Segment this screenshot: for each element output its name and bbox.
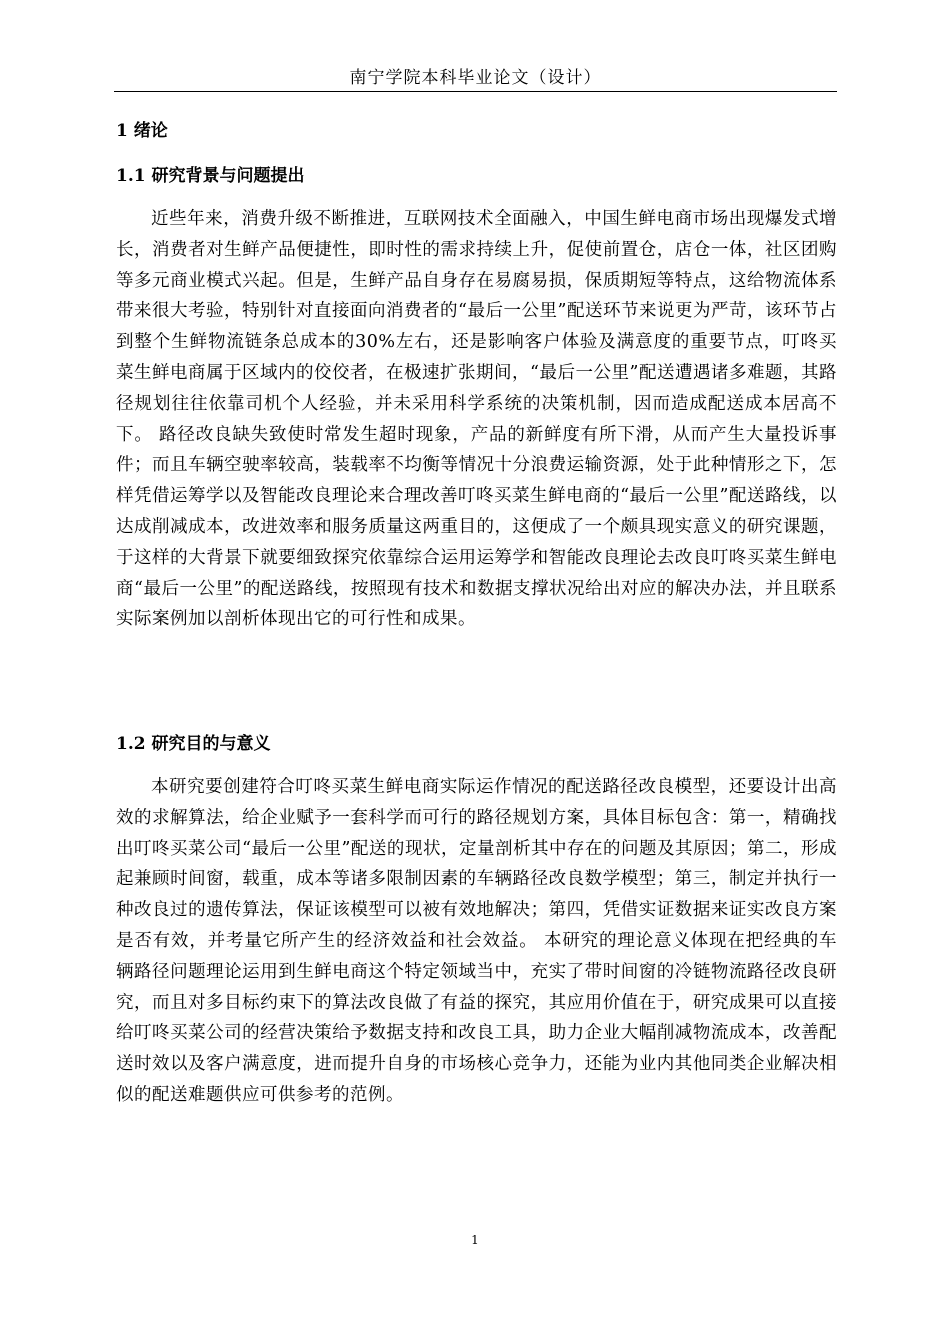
- section-heading-1-1: 1.1 研究背景与问题提出: [116, 166, 305, 186]
- header-divider: [114, 91, 837, 92]
- chapter-heading: 1 绪论: [116, 121, 168, 141]
- section-heading-1-2: 1.2 研究目的与意义: [116, 734, 271, 754]
- section-1-1-paragraph: 近些年来，消费升级不断推进，互联网技术全面融入，中国生鲜电商市场出现爆发式增长，消费者对生鲜产品便捷性，即时性的需求持续上升，促使前置仓，店仓一体，社区团购等多元商业模式兴起。但是，生鲜产品自身存在易腐易损，保质期短等特点，这给物流体系带来很大考验，特别针对直接面向消费者的“最后一公里”配送环节来说更为严苛，该环节占到整个生鲜物流链条总成本的30%左右，还是影响客户体验及满意度的重要节点，叮咚买菜生鲜电商属于区域内的佼佼者，在极速扩张期间，“最后一公里”配送遭遇诸多难题，其路径规划往往依靠司机个人经验，并未采用科学系统的决策机制，因而造成配送成本居高不下。 路径改良缺失致使时常发生超时现象，产品的新鲜度有所下滑，从而产生大量投诉事件；而且车辆空驶率较高，装载率不均衡等情况十分浪费运输资源，处于此种情形之下，怎样凭借运筹学以及智能改良理论来合理改善叮咚买菜生鲜电商的“最后一公里”配送路线，以达成削减成本，改进效率和服务质量这两重目的，这便成了一个颇具现实意义的研究课题，于这样的大背景下就要细致探究依靠综合运用运筹学和智能改良理论去改良叮咚买菜生鲜电商“最后一公里”的配送路线，按照现有技术和数据支撑状况给出对应的解决办法，并且联系实际案例加以剖析体现出它的可行性和成果。: [116, 209, 837, 630]
- page-number: 1: [471, 1233, 479, 1247]
- page-header-title: 南宁学院本科毕业论文（设计）: [349, 68, 602, 88]
- section-1-2-paragraph: 本研究要创建符合叮咚买菜生鲜电商实际运作情况的配送路径改良模型，还要设计出高效的求解算法，给企业赋予一套科学而可行的路径规划方案，具体目标包含：第一，精确找出叮咚买菜公司“最后一公里”配送的现状，定量剖析其中存在的问题及其原因；第二，形成起兼顾时间窗，载重，成本等诸多限制因素的车辆路径改良数学模型；第三，制定并执行一种改良过的遗传算法，保证该模型可以被有效地解决；第四，凭借实证数据来证实改良方案是否有效，并考量它所产生的经济效益和社会效益。 本研究的理论意义体现在把经典的车辆路径问题理论运用到生鲜电商这个特定领域当中，充实了带时间窗的冷链物流路径改良研究，而且对多目标约束下的算法改良做了有益的探究，其应用价值在于，研究成果可以直接给叮咚买菜公司的经营决策给予数据支持和改良工具，助力企业大幅削减物流成本，改善配送时效以及客户满意度，进而提升自身的市场核心竞争力，还能为业内其他同类企业解决相似的配送难题供应可供参考的范例。: [116, 777, 837, 1105]
